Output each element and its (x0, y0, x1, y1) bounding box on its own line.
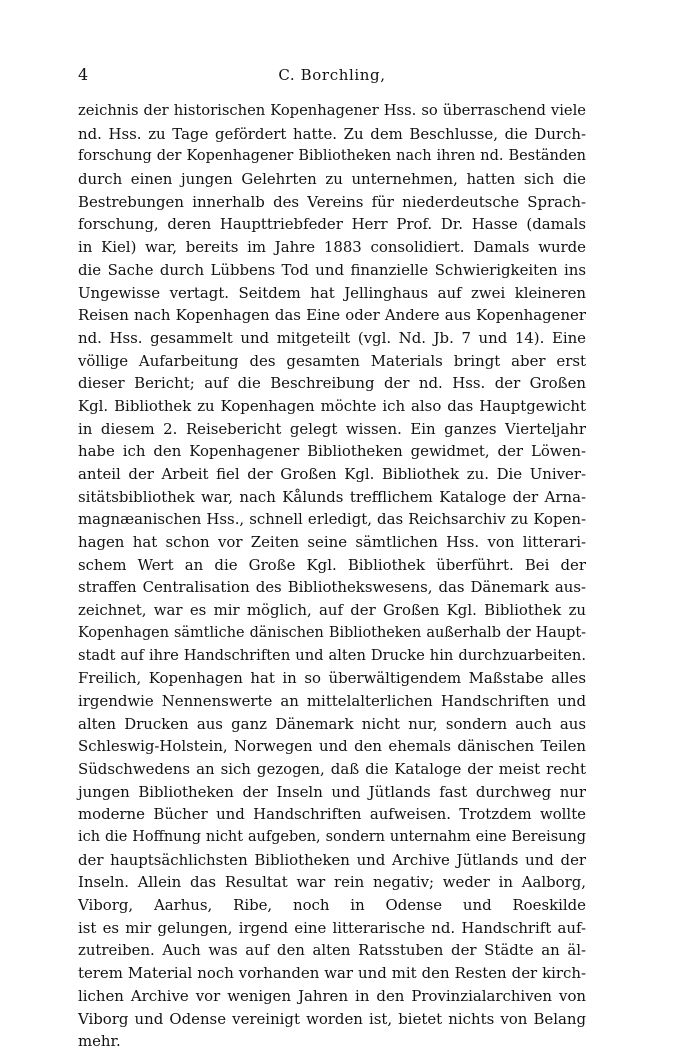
text-line: Viborg, Aarhus, Ribe, noch in Odense und Roeskilde (78, 896, 586, 915)
body-paragraph (78, 100, 586, 1053)
text-line: Bestrebungen innerhalb des Vereins für niederdeutsche Sprach- (78, 192, 586, 211)
text-line: moderne Bücher und Handschriften aufweisen. Trotzdem wollte (78, 805, 586, 824)
text-line: in diesem 2. Reisebericht gelegt wissen. Ein ganzes Vierteljahr (78, 419, 586, 438)
text-line: in Kiel) war, bereits im Jahre 1883 consolidiert. Damals wurde (78, 238, 586, 257)
page-header (78, 66, 586, 92)
text-line: stadt auf ihre Handschriften und alten Drucke hin durchzuarbeiten. (78, 646, 586, 664)
text-line: sitätsbibliothek war, nach Kålunds trefflichem Kataloge der Arna- (78, 487, 586, 506)
text-line: durch einen jungen Gelehrten zu unternehmen, hatten sich die (78, 170, 586, 189)
text-line: straffen Centralisation des Bibliothekswesens, das Dänemark aus- (78, 578, 586, 597)
page-number: 4 (78, 65, 89, 84)
text-line: nd. Hss. gesammelt und mitgeteilt (vgl. Nd. Jb. 7 und 14). Eine (78, 328, 586, 347)
text-line: Inseln. Allein das Resultat war rein negativ; weder in Aalborg, (78, 873, 586, 892)
text-line: Ungewisse vertagt. Seitdem hat Jellinghaus auf zwei kleineren (78, 283, 586, 302)
text-line: dieser Bericht; auf die Beschreibung der nd. Hss. der Großen (78, 374, 586, 393)
text-line: magnæanischen Hss., schnell erledigt, das Reichsarchiv zu Kopen- (78, 510, 586, 529)
text-line: irgendwie Nennenswerte an mittelalterlichen Handschriften und (78, 691, 586, 710)
text-line: zeichnis der historischen Kopenhagener Hss. so überraschend viele (78, 102, 586, 119)
text-line: jungen Bibliotheken der Inseln und Jütlands fast durchweg nur (78, 782, 586, 801)
text-line: ist es mir gelungen, irgend eine litterarische nd. Handschrift auf- (78, 918, 586, 937)
text-line-last: mehr. (78, 1032, 121, 1051)
text-line: Schleswig-Holstein, Norwegen und den ehemals dänischen Teilen (78, 737, 586, 756)
text-line: nd. Hss. zu Tage gefördert hatte. Zu dem Beschlusse, die Durch- (78, 124, 586, 143)
text-line: anteil der Arbeit fiel der Großen Kgl. Bibliothek zu. Die Univer- (78, 465, 586, 483)
text-line: habe ich den Kopenhagener Bibliotheken gewidmet, der Löwen- (78, 442, 586, 461)
text-line: alten Drucken aus ganz Dänemark nicht nur, sondern auch aus (78, 714, 586, 733)
text-line: völlige Aufarbeitung des gesamten Materials bringt aber erst (78, 351, 586, 370)
running-head: C. Borchling, (278, 66, 386, 84)
text-line: Kopenhagen sämtliche dänischen Bibliotheken außerhalb der Haupt- (78, 624, 586, 641)
text-line: forschung, deren Haupttriebfeder Herr Prof. Dr. Hasse (damals (78, 215, 586, 234)
text-line: Kgl. Bibliothek zu Kopenhagen möchte ich also das Hauptgewicht (78, 396, 586, 415)
text-line: Viborg und Odense vereinigt worden ist, bietet nichts von Belang (78, 1009, 586, 1028)
text-line: Südschwedens an sich gezogen, daß die Kataloge der meist recht (78, 759, 586, 778)
text-line: Reisen nach Kopenhagen das Eine oder Andere aus Kopenhagener (78, 306, 586, 325)
text-line: Freilich, Kopenhagen hat in so überwältigendem Maßstabe alles (78, 669, 586, 688)
text-line: der hauptsächlichsten Bibliotheken und Archive Jütlands und der (78, 850, 586, 869)
text-line: lichen Archive vor wenigen Jahren in den Provinzialarchiven von (78, 986, 586, 1005)
text-line: schem Wert an die Große Kgl. Bibliothek überführt. Bei der (78, 555, 586, 574)
text-line: die Sache durch Lübbens Tod und finanzielle Schwierigkeiten ins (78, 260, 586, 279)
text-line: zeichnet, war es mir möglich, auf der Großen Kgl. Bibliothek zu (78, 601, 586, 620)
text-line: zutreiben. Auch was auf den alten Ratsstuben der Städte an äl- (78, 941, 586, 960)
text-line: ich die Hoffnung nicht aufgeben, sondern unternahm eine Bereisung (78, 829, 586, 845)
text-line: terem Material noch vorhanden war und mit den Resten der kirch- (78, 964, 586, 983)
book-page (78, 66, 586, 1053)
text-line: forschung der Kopenhagener Bibliotheken nach ihren nd. Beständen (78, 148, 586, 165)
text-line: hagen hat schon vor Zeiten seine sämtlichen Hss. von litterari- (78, 533, 586, 552)
